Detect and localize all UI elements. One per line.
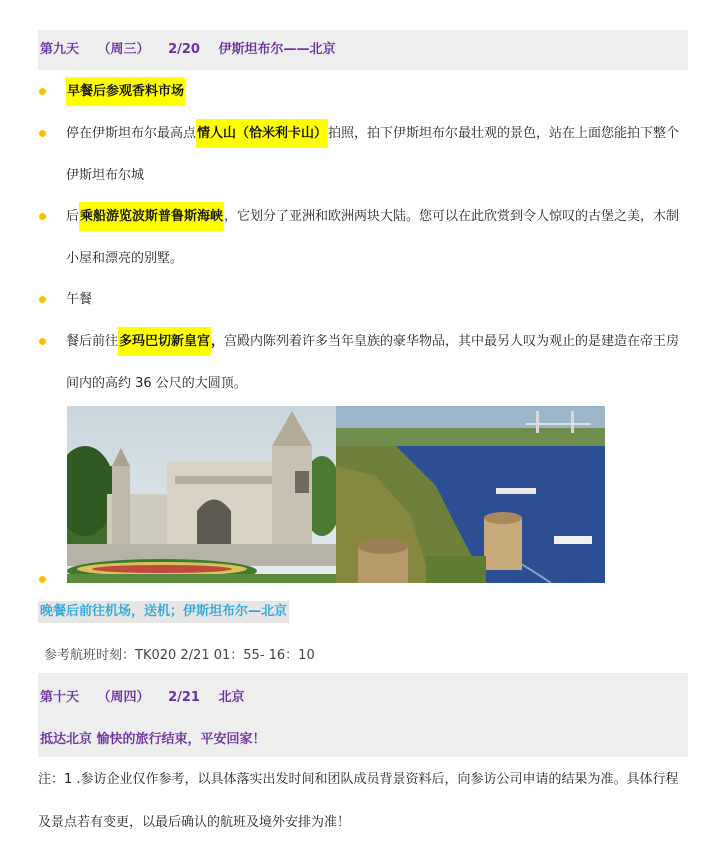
- day10-header: [40, 686, 259, 705]
- day10-place: 北京: [218, 690, 245, 705]
- item-lunch: [66, 279, 688, 321]
- day9-day: 第九天: [40, 42, 80, 57]
- highlight-camlica-hill: 情人山（恰米利卡山）: [196, 119, 328, 148]
- item-palace-comma: ，: [211, 334, 225, 349]
- bullet-dot: [39, 296, 46, 303]
- item-bosphorus-post: ，它划分了亚洲和欧洲两块大陆。您可以在此欣赏到令人惊叹的古堡之美，木制小屋和漂亮的别墅。: [66, 209, 680, 266]
- item-lunch-text: 午餐: [66, 292, 93, 307]
- item-camlica-hill: [66, 113, 688, 197]
- day9-header: [38, 30, 688, 70]
- bullet-dot: [39, 213, 46, 220]
- bullet-dot: [39, 338, 46, 345]
- footnote: 注：1 .参访企业仅作参考，以具体落实出发时间和团队成员背景资料后，向参访公司申请的结果为准。具体行程及景点若有变更，以最后确认的航班及境外安排为准！: [38, 772, 679, 830]
- palace-photo: [67, 406, 336, 583]
- highlight-bosphorus-cruise: 乘船游览波斯普鲁斯海峡: [79, 202, 224, 231]
- item-palace-pre: 餐后前往: [66, 334, 119, 349]
- day9-date: 2/20: [168, 42, 200, 57]
- bullet-dot: [39, 88, 46, 95]
- item-camlica-pre: 停在伊斯坦布尔最高点: [66, 126, 197, 141]
- item-camlica-post: 拍照，拍下伊斯坦布尔最壮观的景色，站在上面您能拍下整个伊斯坦布尔城: [66, 126, 680, 183]
- day10-weekday: （周四）: [97, 690, 150, 705]
- flight-info: 参考航班时刻：TK020 2/21 01：55- 16：10: [44, 648, 315, 663]
- day9-weekday: （周三）: [97, 42, 150, 57]
- day10-arrival: 抵达北京 愉快的旅行结束，平安回家！: [40, 732, 266, 747]
- day10-date: 2/21: [168, 690, 200, 705]
- bullet-dot: [39, 130, 46, 137]
- item-dolmabahce-palace: [66, 321, 688, 405]
- item-bosphorus-cruise: [66, 196, 688, 280]
- item-bosphorus-pre: 后: [66, 209, 80, 224]
- item-palace-post: 宫殿内陈列着许多当年皇族的豪华物品，其中最另人叹为观止的是建造在帝王房间内的高约 36 公尺的大圆顶。: [66, 334, 680, 391]
- highlight-spice-market: 早餐后参观香料市场: [66, 77, 185, 106]
- day9-route: 伊斯坦布尔——北京: [218, 42, 336, 57]
- bosphorus-photo: [336, 406, 605, 583]
- evening-transfer: 晚餐后前往机场，送机；伊斯坦布尔—北京: [38, 601, 289, 623]
- day10-block: [38, 673, 688, 757]
- highlight-dolmabahce-palace: 多玛巴切新皇宫: [118, 327, 211, 356]
- day10-day: 第十天: [40, 690, 80, 705]
- bullet-dot: [39, 576, 46, 583]
- item-spice-market: [66, 71, 688, 113]
